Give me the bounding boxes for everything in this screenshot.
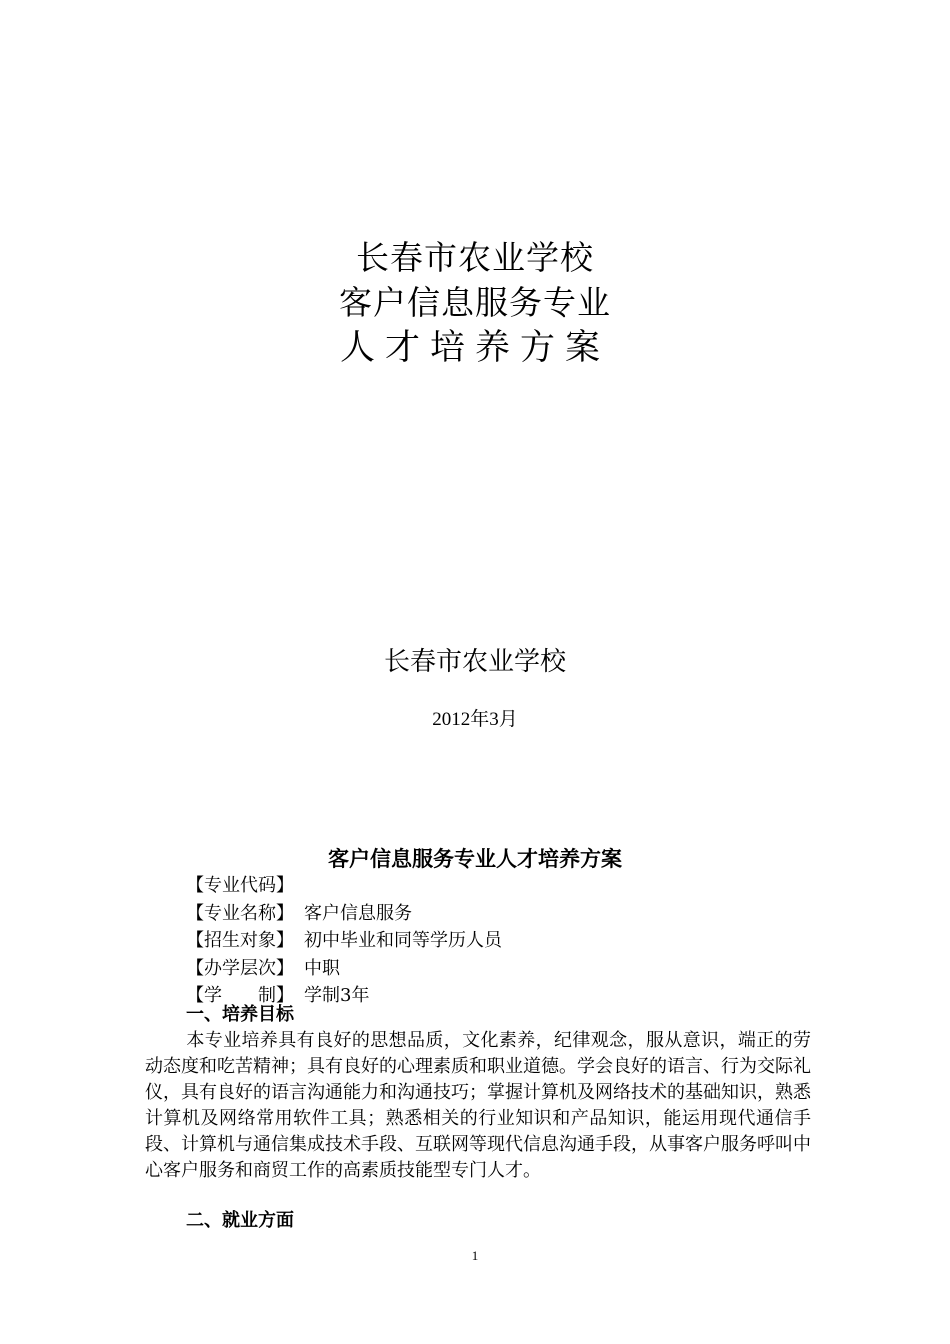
meta-row-enrollment [186,927,826,955]
meta-row-level [186,955,826,983]
meta-value: 中职 [304,957,340,979]
meta-key: 【学 制】 [186,985,294,1006]
meta-row-code [186,872,826,900]
meta-key: 【招生对象】 [186,930,294,951]
section-heading-employment: 二、就业方面 [186,1210,294,1231]
section-body-training-goal: 本专业培养具有良好的思想品质，文化素养，纪律观念，服从意识，端正的劳动态度和吃苦精神；具有良好的心理素质和职业道德。学会良好的语言、行为交际礼仪，具有良好的语言沟通能力和沟通技巧；掌握计算机及网络技术的基础知识，熟悉计算机及网络常用软件工具；熟悉相关的行业知识和产品知识，能运用现代通信手段、计算机与通信集成技术手段、互联网等现代信息沟通手段，从事客户服务呼叫中心客户服务和商贸工作的高素质技能型专门人才。 [145,1030,811,1181]
meta-value: 初中毕业和同等学历人员 [304,930,502,951]
cover-title-school: 长春市农业学校 [356,238,594,277]
section-heading-training-goal: 一、培养目标 [186,1004,294,1025]
page-number: 1 [471,1248,479,1263]
meta-key: 【专业代码】 [186,875,294,896]
cover-title-major: 客户信息服务专业 [339,283,611,322]
program-meta-list [186,872,826,1010]
document-heading: 客户信息服务专业人才培养方案 [328,846,622,871]
meta-row-name [186,900,826,928]
cover-issuer: 长春市农业学校 [383,647,566,677]
meta-value: 学制3年 [304,985,370,1006]
meta-key: 【专业名称】 [186,902,294,924]
cover-date: 2012年3月 [432,709,518,730]
cover-title-plan: 人才培养方案 [339,328,610,368]
meta-value: 客户信息服务 [304,902,412,924]
meta-key: 【办学层次】 [186,957,294,979]
